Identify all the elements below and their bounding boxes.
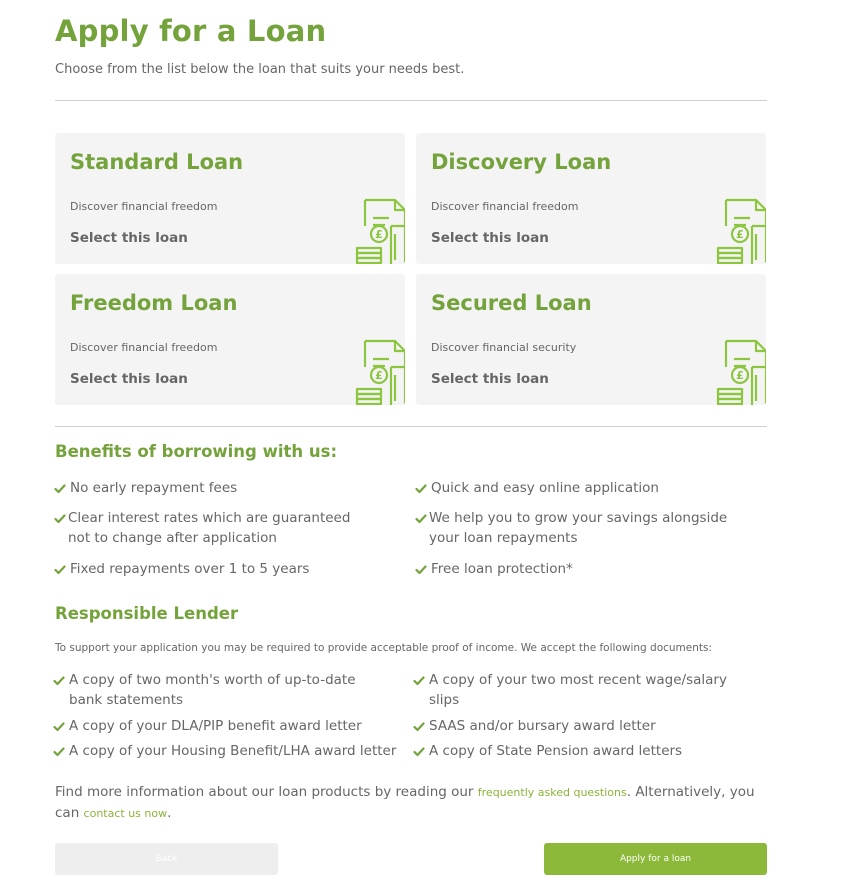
- faq-link[interactable]: frequently asked questions: [477, 786, 627, 799]
- check-icon: [54, 478, 66, 498]
- loan-card-standard[interactable]: [55, 133, 405, 264]
- loan-card-title: Freedom Loan: [70, 291, 238, 315]
- check-icon: [413, 716, 425, 736]
- loan-card-description: Discover financial freedom: [431, 200, 579, 213]
- select-loan-link[interactable]: Select this loan: [431, 230, 549, 246]
- loan-card-description: Discover financial freedom: [70, 341, 218, 354]
- document-item: A copy of your Housing Benefit/LHA award letter: [69, 741, 399, 761]
- more-info-text: Find more information about our loan products by reading our frequently asked questions. Alternatively, you can contact us now.: [55, 784, 755, 821]
- benefits-heading: Benefits of borrowing with us:: [55, 442, 338, 461]
- check-icon: [415, 559, 427, 579]
- section-divider: [55, 426, 767, 427]
- benefit-item: Clear interest rates which are guaranteed not to change after application: [68, 508, 373, 548]
- document-item: A copy of your DLA/PIP benefit award letter: [69, 716, 399, 736]
- loan-card-secured[interactable]: [416, 274, 766, 405]
- check-icon: [415, 508, 427, 528]
- check-icon: [54, 508, 66, 528]
- top-divider: [55, 100, 767, 101]
- document-item: A copy of State Pension award letters: [429, 741, 759, 761]
- document-item: A copy of two month's worth of up-to-date bank statements: [69, 670, 379, 710]
- document-item: A copy of your two most recent wage/salary slips: [429, 670, 759, 710]
- loan-card-freedom[interactable]: [55, 274, 405, 405]
- loan-card-title: Secured Loan: [431, 291, 592, 315]
- page-title: Apply for a Loan: [55, 14, 327, 48]
- loan-card-description: Discover financial freedom: [70, 200, 218, 213]
- responsible-lender-heading: Responsible Lender: [55, 604, 239, 623]
- select-loan-link[interactable]: Select this loan: [70, 230, 188, 246]
- loan-card-discovery[interactable]: [416, 133, 766, 264]
- loan-card-description: Discover financial security: [431, 341, 577, 354]
- select-loan-link[interactable]: Select this loan: [70, 371, 188, 387]
- apply-for-loan-button[interactable]: Apply for a loan: [544, 843, 767, 875]
- benefit-item: Fixed repayments over 1 to 5 years: [70, 559, 390, 579]
- loan-document-icon: [355, 337, 405, 405]
- benefit-item: No early repayment fees: [70, 478, 390, 498]
- responsible-lender-intro: To support your application you may be required to provide acceptable proof of income. We accept the following documents:: [55, 642, 713, 654]
- loan-card-title: Standard Loan: [70, 150, 244, 174]
- back-button[interactable]: Back: [55, 843, 278, 875]
- benefit-item: Quick and easy online application: [431, 478, 751, 498]
- loan-document-icon: [355, 196, 405, 264]
- loan-card-title: Discovery Loan: [431, 150, 612, 174]
- select-loan-link[interactable]: Select this loan: [431, 371, 549, 387]
- contact-us-link[interactable]: contact us now: [83, 807, 168, 820]
- check-icon: [53, 670, 65, 690]
- page-subtitle: Choose from the list below the loan that suits your needs best.: [55, 62, 465, 77]
- loan-document-icon: [716, 337, 766, 405]
- benefit-item: We help you to grow your savings alongside your loan repayments: [429, 508, 749, 548]
- document-item: SAAS and/or bursary award letter: [429, 716, 759, 736]
- check-icon: [413, 741, 425, 761]
- check-icon: [53, 741, 65, 761]
- check-icon: [413, 670, 425, 690]
- check-icon: [54, 559, 66, 579]
- check-icon: [415, 478, 427, 498]
- check-icon: [53, 716, 65, 736]
- benefit-item: Free loan protection*: [431, 559, 751, 579]
- loan-document-icon: [716, 196, 766, 264]
